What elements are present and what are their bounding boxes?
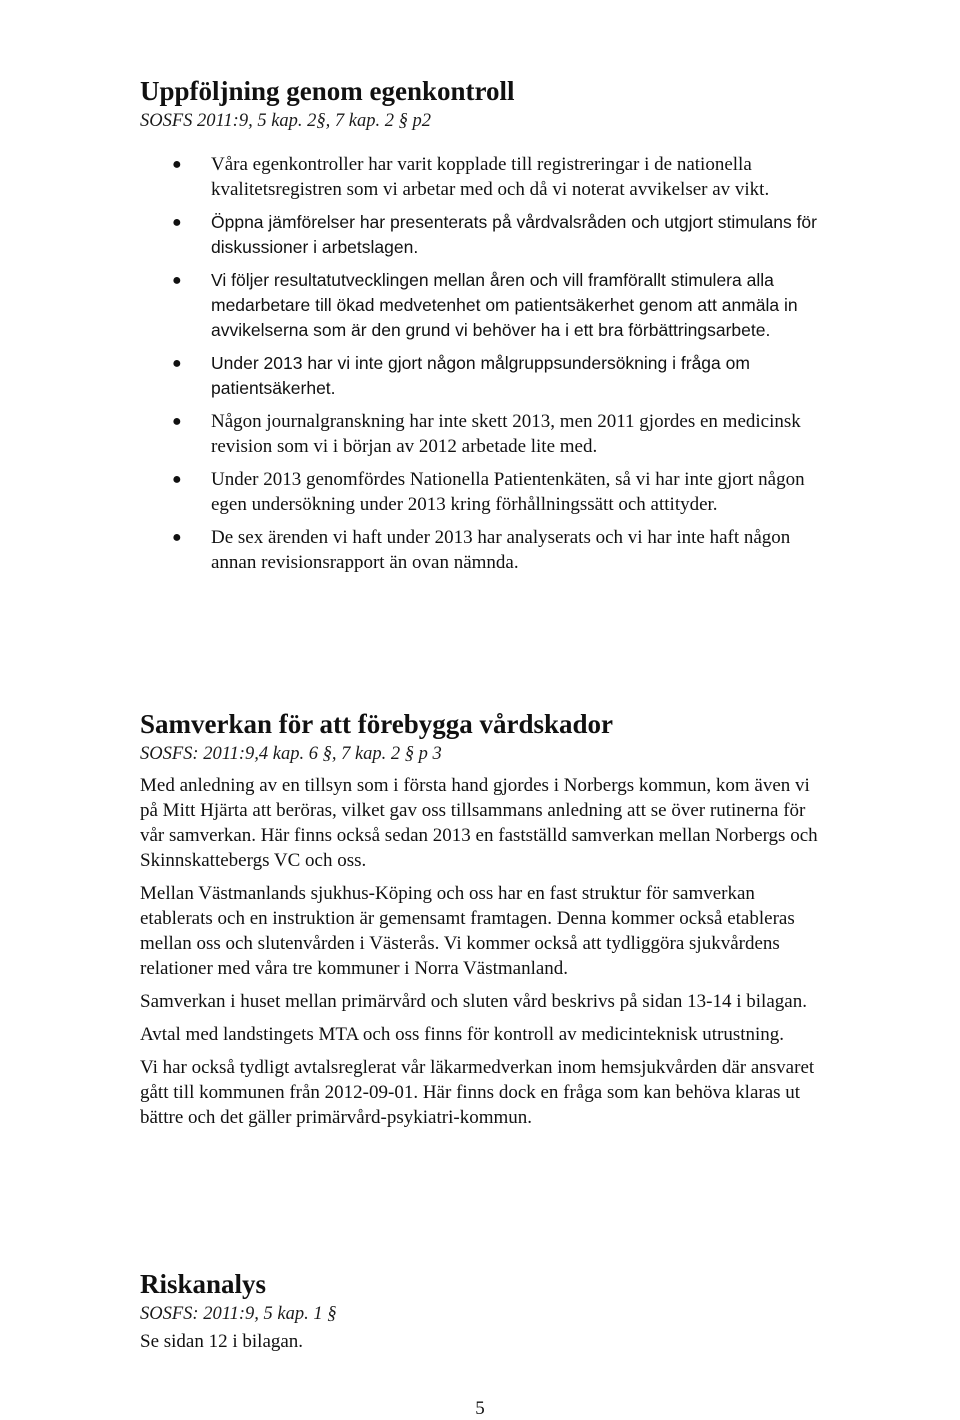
bullet-icon: ● [172, 272, 182, 289]
paragraph: Se sidan 12 i bilagan. [140, 1331, 304, 1352]
paragraph: Vi har också tydligt avtalsreglerat vår läkarmedverkan inom hemsjukvården där ansvaret gått till kommunen från 2012-09-01. Här finns dock en fråga som kan behöva klaras ut bättre och det gäller primärvård-psykiatri-kommun. [140, 1057, 815, 1128]
section-reference: SOSFS 2011:9, 5 kap. 2§, 7 kap. 2 § p2 [140, 111, 431, 131]
bullet-icon: ● [172, 413, 182, 430]
section-egenkontroll [140, 74, 840, 583]
list-item: ● Öppna jämförelser har presenterats på vårdvalsråden och utgjort stimulans för diskussioner i arbetslagen. [172, 212, 817, 257]
bullet-icon: ● [172, 214, 182, 231]
list-item: ● Vi följer resultatutvecklingen mellan åren och vill framförallt stimulera alla medarbetare till ökad medvetenhet om patientsäkerhet genom att anmäla in avvikelserna som är den grund vi behöver ha i ett bra förbättringsarbete. [172, 270, 798, 340]
bullet-list [140, 152, 840, 575]
list-item: ● Under 2013 genomfördes Nationella Patientenkäten, så vi har inte gjort någon egen undersökning under 2013 kring förhållningssätt och attityder. [172, 469, 805, 515]
paragraph: Mellan Västmanlands sjukhus-Köping och oss har en fast struktur för samverkan etablerats och en instruktion är gemensamt framtagen. Denna kommer också etableras mellan oss och slutenvården i Västerås. Vi kommer också att tydliggöra sjukvårdens relationer med våra tre kommuner i Norra Västmanland. [140, 883, 795, 979]
bullet-icon: ● [172, 355, 182, 372]
list-item: ● De sex ärenden vi haft under 2013 har analyserats och vi har inte haft någon annan revisionsrapport än ovan nämnda. [172, 527, 791, 573]
section-samverkan [140, 707, 840, 1138]
paragraph: Avtal med landstingets MTA och oss finns för kontroll av medicinteknisk utrustning. [140, 1024, 785, 1045]
section-heading: Riskanalys [140, 1269, 267, 1299]
section-reference: SOSFS: 2011:9, 5 kap. 1 § [140, 1304, 337, 1324]
section-riskanalys [140, 1267, 840, 1362]
list-item: ● Under 2013 har vi inte gjort någon målgruppsundersökning i fråga om patientsäkerhet. [172, 353, 750, 398]
section-heading: Samverkan för att förebygga vårdskador [140, 709, 613, 739]
paragraph: Samverkan i huset mellan primärvård och sluten vård beskrivs på sidan 13-14 i bilagan. [140, 991, 807, 1012]
bullet-icon: ● [172, 529, 182, 546]
section-reference: SOSFS: 2011:9,4 kap. 6 §, 7 kap. 2 § p 3 [140, 744, 442, 764]
bullet-icon: ● [172, 471, 182, 488]
paragraph: Med anledning av en tillsyn som i första hand gjordes i Norbergs kommun, kom även vi på Mitt Hjärta att beröras, vilket gav oss tillsammans anledning att se över rutinerna för vår samverkan. Här finns också sedan 2013 en fastställd samverkan mellan Norbergs och Skinnskattebergs VC och oss. [140, 775, 818, 871]
section-heading: Uppföljning genom egenkontroll [140, 76, 515, 106]
list-item: ● Någon journalgranskning har inte skett 2013, men 2011 gjordes en medicinsk revision som vi i början av 2012 arbetade lite med. [172, 411, 801, 457]
bullet-icon: ● [172, 156, 182, 173]
list-item: ● Våra egenkontroller har varit kopplade till registreringar i de nationella kvalitetsregistren som vi arbetar med och då vi noterat avvikelser av vikt. [172, 154, 770, 200]
page-number: 5 [475, 1398, 485, 1419]
